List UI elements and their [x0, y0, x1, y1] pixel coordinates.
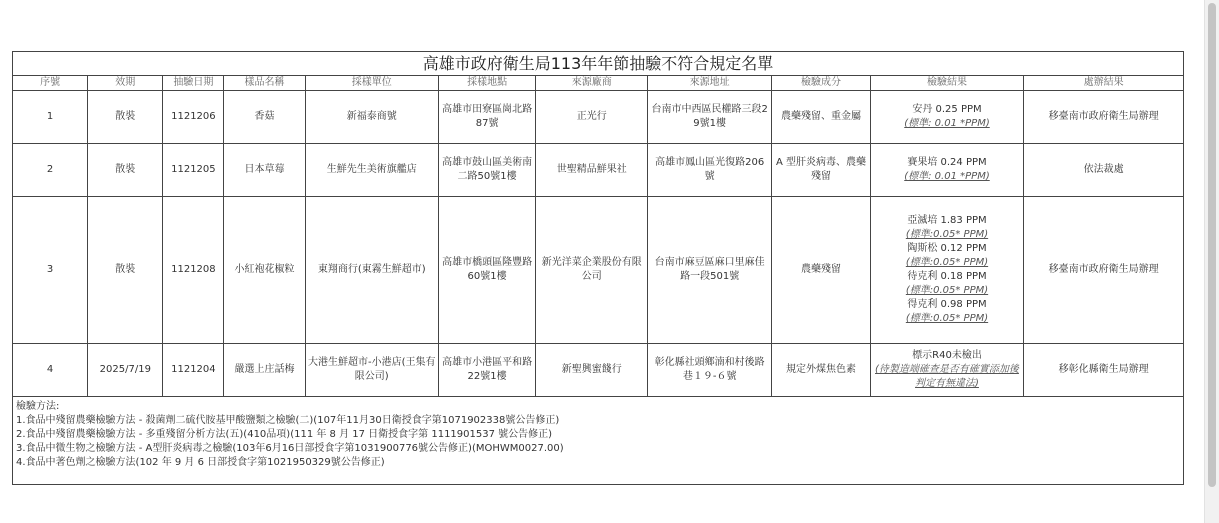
- notes-line: 1.食品中殘留農藥檢驗方法 - 殺菌劑二硫代胺基甲酸鹽類之檢驗(二)(107年11月30日衛授食字第1071902338號公告修正): [16, 415, 560, 426]
- test-component-cell: 農藥殘留: [772, 197, 871, 344]
- column-header: 來源廠商: [536, 76, 648, 91]
- notes-row: [13, 397, 1184, 485]
- sample-date-cell: 1121204: [163, 344, 224, 397]
- result-value: 標示R40未檢出: [912, 350, 982, 361]
- serial-cell: 4: [13, 344, 88, 397]
- test-result-cell: [870, 144, 1023, 197]
- vendor-address-cell: 高雄市鳳山區光復路206號: [648, 144, 772, 197]
- serial-cell: 2: [13, 144, 88, 197]
- table-row: [13, 344, 1184, 397]
- sampling-location-cell: 高雄市鼓山區美術南二路50號1樓: [438, 144, 536, 197]
- action-result-cell: 依法裁處: [1024, 144, 1184, 197]
- table-row: [13, 144, 1184, 197]
- column-header: 處辦結果: [1024, 76, 1184, 91]
- result-value: 待克利 0.18 PPM: [907, 271, 987, 282]
- sampling-location-cell: 高雄市田寮區崗北路87號: [438, 91, 536, 144]
- table-row: [13, 91, 1184, 144]
- result-value: 亞滅培 1.83 PPM: [907, 215, 987, 226]
- test-component-cell: A 型肝炎病毒、農藥殘留: [772, 144, 871, 197]
- result-standard: (標準: 0.01 *PPM): [904, 118, 990, 129]
- test-component-cell: 規定外煤焦色素: [772, 344, 871, 397]
- sampling-unit-cell: 新福泰商號: [305, 91, 438, 144]
- expiry-cell: 散裝: [88, 197, 163, 344]
- notes-line: 4.食品中著色劑之檢驗方法(102 年 9 月 6 日部授食字第1021950329號公告修正): [16, 457, 385, 468]
- result-value: 得克利 0.98 PPM: [907, 299, 987, 310]
- result-standard: (標準:0.05* PPM): [905, 313, 989, 324]
- sampling-location-cell: 高雄市橋頭區隆豐路60號1樓: [438, 197, 536, 344]
- expiry-cell: 2025/7/19: [88, 344, 163, 397]
- serial-cell: 1: [13, 91, 88, 144]
- sample-date-cell: 1121205: [163, 144, 224, 197]
- vendor-cell: 正光行: [536, 91, 648, 144]
- sample-date-cell: 1121206: [163, 91, 224, 144]
- sampling-unit-cell: 生鮮先生美術旗艦店: [305, 144, 438, 197]
- test-result-cell: [870, 344, 1023, 397]
- column-header: 檢驗成分: [772, 76, 871, 91]
- result-value: 陶斯松 0.12 PPM: [907, 243, 987, 254]
- vertical-scrollbar[interactable]: [1204, 0, 1219, 523]
- notes-line: 3.食品中微生物之檢驗方法 - A型肝炎病毒之檢驗(103年6月16日部授食字第1031900776號公告修正)(MOHWM0027.00): [16, 443, 564, 454]
- test-component-cell: 農藥殘留、重金屬: [772, 91, 871, 144]
- result-standard: (標準:0.05* PPM): [905, 257, 989, 268]
- test-result-cell: [870, 91, 1023, 144]
- serial-cell: 3: [13, 197, 88, 344]
- sample-name-cell: 小紅袍花椒粒: [224, 197, 305, 344]
- sampling-location-cell: 高雄市小港區平和路22號1樓: [438, 344, 536, 397]
- column-header: 抽驗日期: [163, 76, 224, 91]
- notes-line: 2.食品中殘留農藥檢驗方法 - 多重殘留分析方法(五)(410品項)(111 年 8 月 17 日衛授食字第 1111901537 號公告修正): [16, 429, 553, 440]
- sampling-unit-cell: 大港生鮮超市-小港店(王集有限公司): [305, 344, 438, 397]
- header-row: [13, 76, 1184, 91]
- report-title: 高雄市政府衛生局113年年節抽驗不符合規定名單: [13, 52, 1184, 76]
- vendor-address-cell: 台南市中西區民權路三段29號1樓: [648, 91, 772, 144]
- vendor-cell: 世聖精品鮮果社: [536, 144, 648, 197]
- sample-name-cell: 香菇: [224, 91, 305, 144]
- column-header: 採樣單位: [305, 76, 438, 91]
- vendor-address-cell: 台南市麻豆區麻口里麻佳路一段501號: [648, 197, 772, 344]
- result-standard: (標準:0.05* PPM): [905, 285, 989, 296]
- scrollbar-thumb[interactable]: [1208, 3, 1216, 487]
- result-standard: (待製造端確查是否有確實添加後判定有無違法): [875, 364, 1019, 389]
- vendor-cell: 新聖興蜜餞行: [536, 344, 648, 397]
- action-result-cell: 移彰化縣衛生局辦理: [1024, 344, 1184, 397]
- expiry-cell: 散裝: [88, 144, 163, 197]
- column-header: 效期: [88, 76, 163, 91]
- action-result-cell: 移臺南市政府衛生局辦理: [1024, 197, 1184, 344]
- table-row: [13, 197, 1184, 344]
- sampling-unit-cell: 東翔商行(東霧生鮮超市): [305, 197, 438, 344]
- column-header: 檢驗結果: [870, 76, 1023, 91]
- sample-name-cell: 日本草莓: [224, 144, 305, 197]
- sample-name-cell: 嚴選上庄話梅: [224, 344, 305, 397]
- expiry-cell: 散裝: [88, 91, 163, 144]
- noncompliance-table: [12, 51, 1184, 485]
- result-standard: (標準: 0.01 *PPM): [904, 171, 990, 182]
- column-header: 樣品名稱: [224, 76, 305, 91]
- sample-date-cell: 1121208: [163, 197, 224, 344]
- notes-heading: 檢驗方法:: [16, 401, 60, 412]
- vendor-cell: 新光洋菜企業股份有限公司: [536, 197, 648, 344]
- test-methods-notes: [13, 397, 1184, 485]
- column-header: 序號: [13, 76, 88, 91]
- result-value: 安丹 0.25 PPM: [912, 104, 982, 115]
- result-value: 賽果培 0.24 PPM: [907, 157, 987, 168]
- column-header: 來源地址: [648, 76, 772, 91]
- vendor-address-cell: 彰化縣社頭鄉湳和村後路巷１９-６號: [648, 344, 772, 397]
- report-sheet: [12, 51, 1184, 485]
- action-result-cell: 移臺南市政府衛生局辦理: [1024, 91, 1184, 144]
- column-header: 採樣地點: [438, 76, 536, 91]
- result-standard: (標準:0.05* PPM): [905, 229, 989, 240]
- test-result-cell: [870, 197, 1023, 344]
